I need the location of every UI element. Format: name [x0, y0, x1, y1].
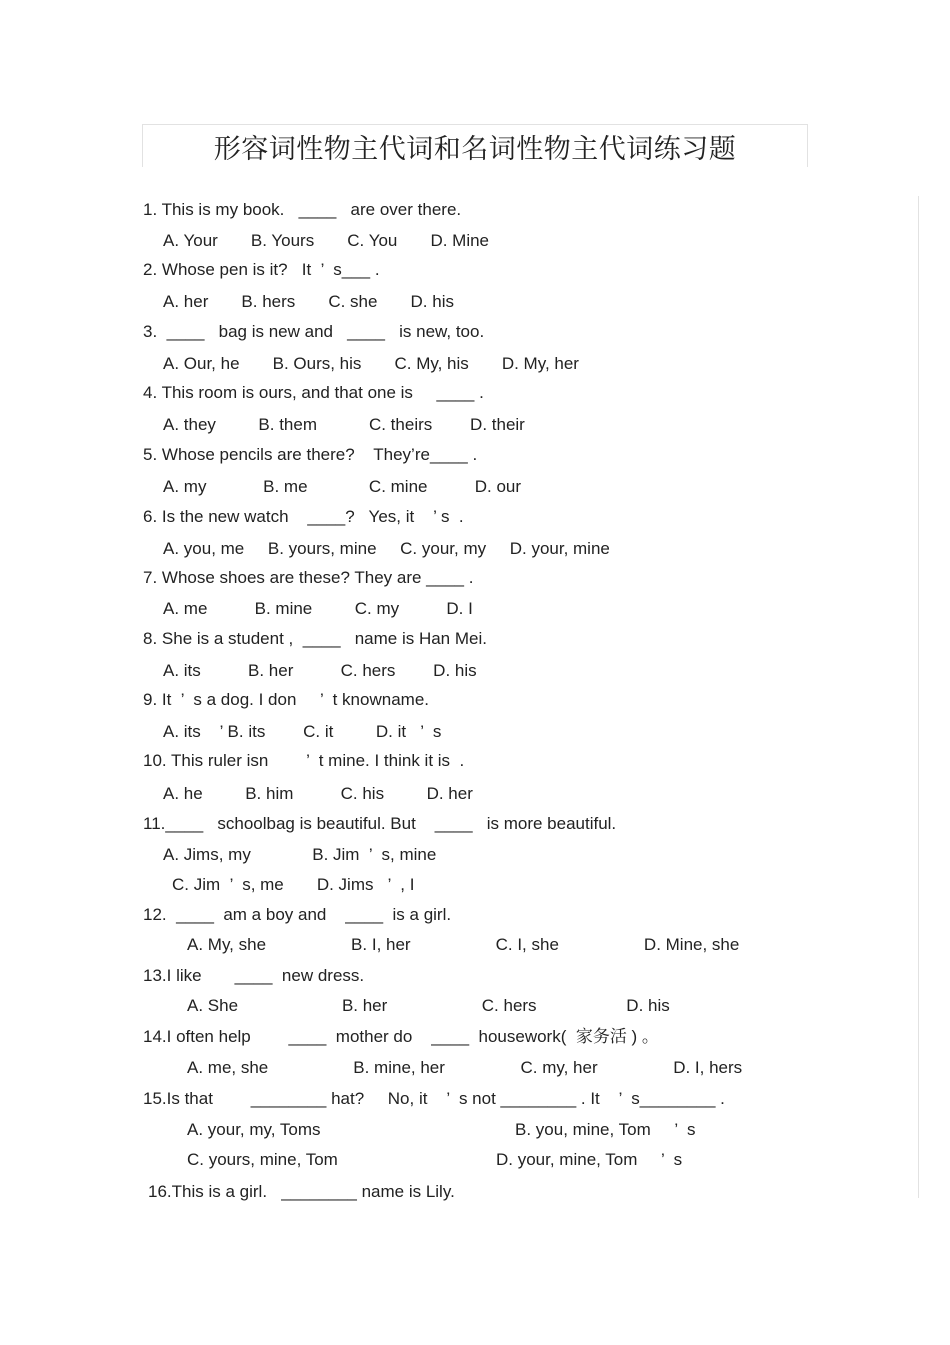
options-11-row2: C. Jim ’ s, me D. Jims ’ , I	[172, 875, 415, 894]
options-11-row1: A. Jims, my B. Jim ’ s, mine	[163, 845, 437, 864]
options-1: A. Your B. Yours C. You D. Mine	[163, 231, 490, 250]
options-7: A. me B. mine C. my D. I	[163, 599, 473, 618]
question-8: 8. She is a student , ____ name is Han Mei.	[143, 629, 487, 648]
options-6: A. you, me B. yours, mine C. your, my D. your, mine	[163, 539, 610, 558]
options-3: A. Our, he B. Ours, his C. My, his D. My, her	[163, 354, 579, 373]
question-6: 6. Is the new watch ____? Yes, it ’ s .	[143, 507, 464, 526]
question-5: 5. Whose pencils are there? They’re____ .	[143, 445, 478, 464]
options-2: A. her B. hers C. she D. his	[163, 292, 454, 311]
question-12: 12. ____ am a boy and ____ is a girl.	[143, 905, 452, 924]
options-8: A. its B. her C. hers D. his	[163, 661, 477, 680]
option-15-c: C. yours, mine, Tom	[187, 1150, 338, 1169]
question-15: 15.Is that ________ hat? No, it ’ s not ________ . It ’ s________ .	[143, 1089, 725, 1108]
question-11: 11.____ schoolbag is beautiful. But ____ is more beautiful.	[143, 814, 617, 833]
option-15-d: D. your, mine, Tom ’ s	[496, 1150, 683, 1169]
page-title: 形容词性物主代词和名词性物主代词练习题	[213, 134, 737, 165]
right-margin-rule	[918, 196, 919, 1198]
options-10: A. he B. him C. his D. her	[163, 784, 473, 803]
question-16: 16.This is a girl. ________ name is Lily.	[148, 1182, 455, 1201]
options-14: A. me, she B. mine, her C. my, her D. I, hers	[187, 1058, 743, 1077]
options-4: A. they B. them C. theirs D. their	[163, 415, 525, 434]
option-15-b: B. you, mine, Tom ’ s	[515, 1120, 696, 1139]
options-13: A. She B. her C. hers D. his	[187, 996, 670, 1015]
question-14: 14.I often help ____ mother do ____ housework( 家务活 ) 。	[143, 1027, 659, 1046]
title-box	[142, 124, 808, 167]
question-2: 2. Whose pen is it? It ’ s___ .	[143, 260, 380, 279]
question-13: 13.I like ____ new dress.	[143, 966, 365, 985]
options-9: A. its ’ B. its C. it D. it ’ s	[163, 722, 442, 741]
question-9: 9. It ’ s a dog. I don ’ t knowname.	[143, 690, 429, 709]
options-5: A. my B. me C. mine D. our	[163, 477, 522, 496]
question-1: 1. This is my book. ____ are over there.	[143, 200, 462, 219]
question-10: 10. This ruler isn ’ t mine. I think it is .	[143, 751, 465, 770]
option-15-a: A. your, my, Toms	[187, 1120, 321, 1139]
question-3: 3. ____ bag is new and ____ is new, too.	[143, 322, 485, 341]
question-4: 4. This room is ours, and that one is ____ .	[143, 383, 484, 402]
options-12: A. My, she B. I, her C. I, she D. Mine, she	[187, 935, 740, 954]
question-7: 7. Whose shoes are these? They are ____ .	[143, 568, 474, 587]
